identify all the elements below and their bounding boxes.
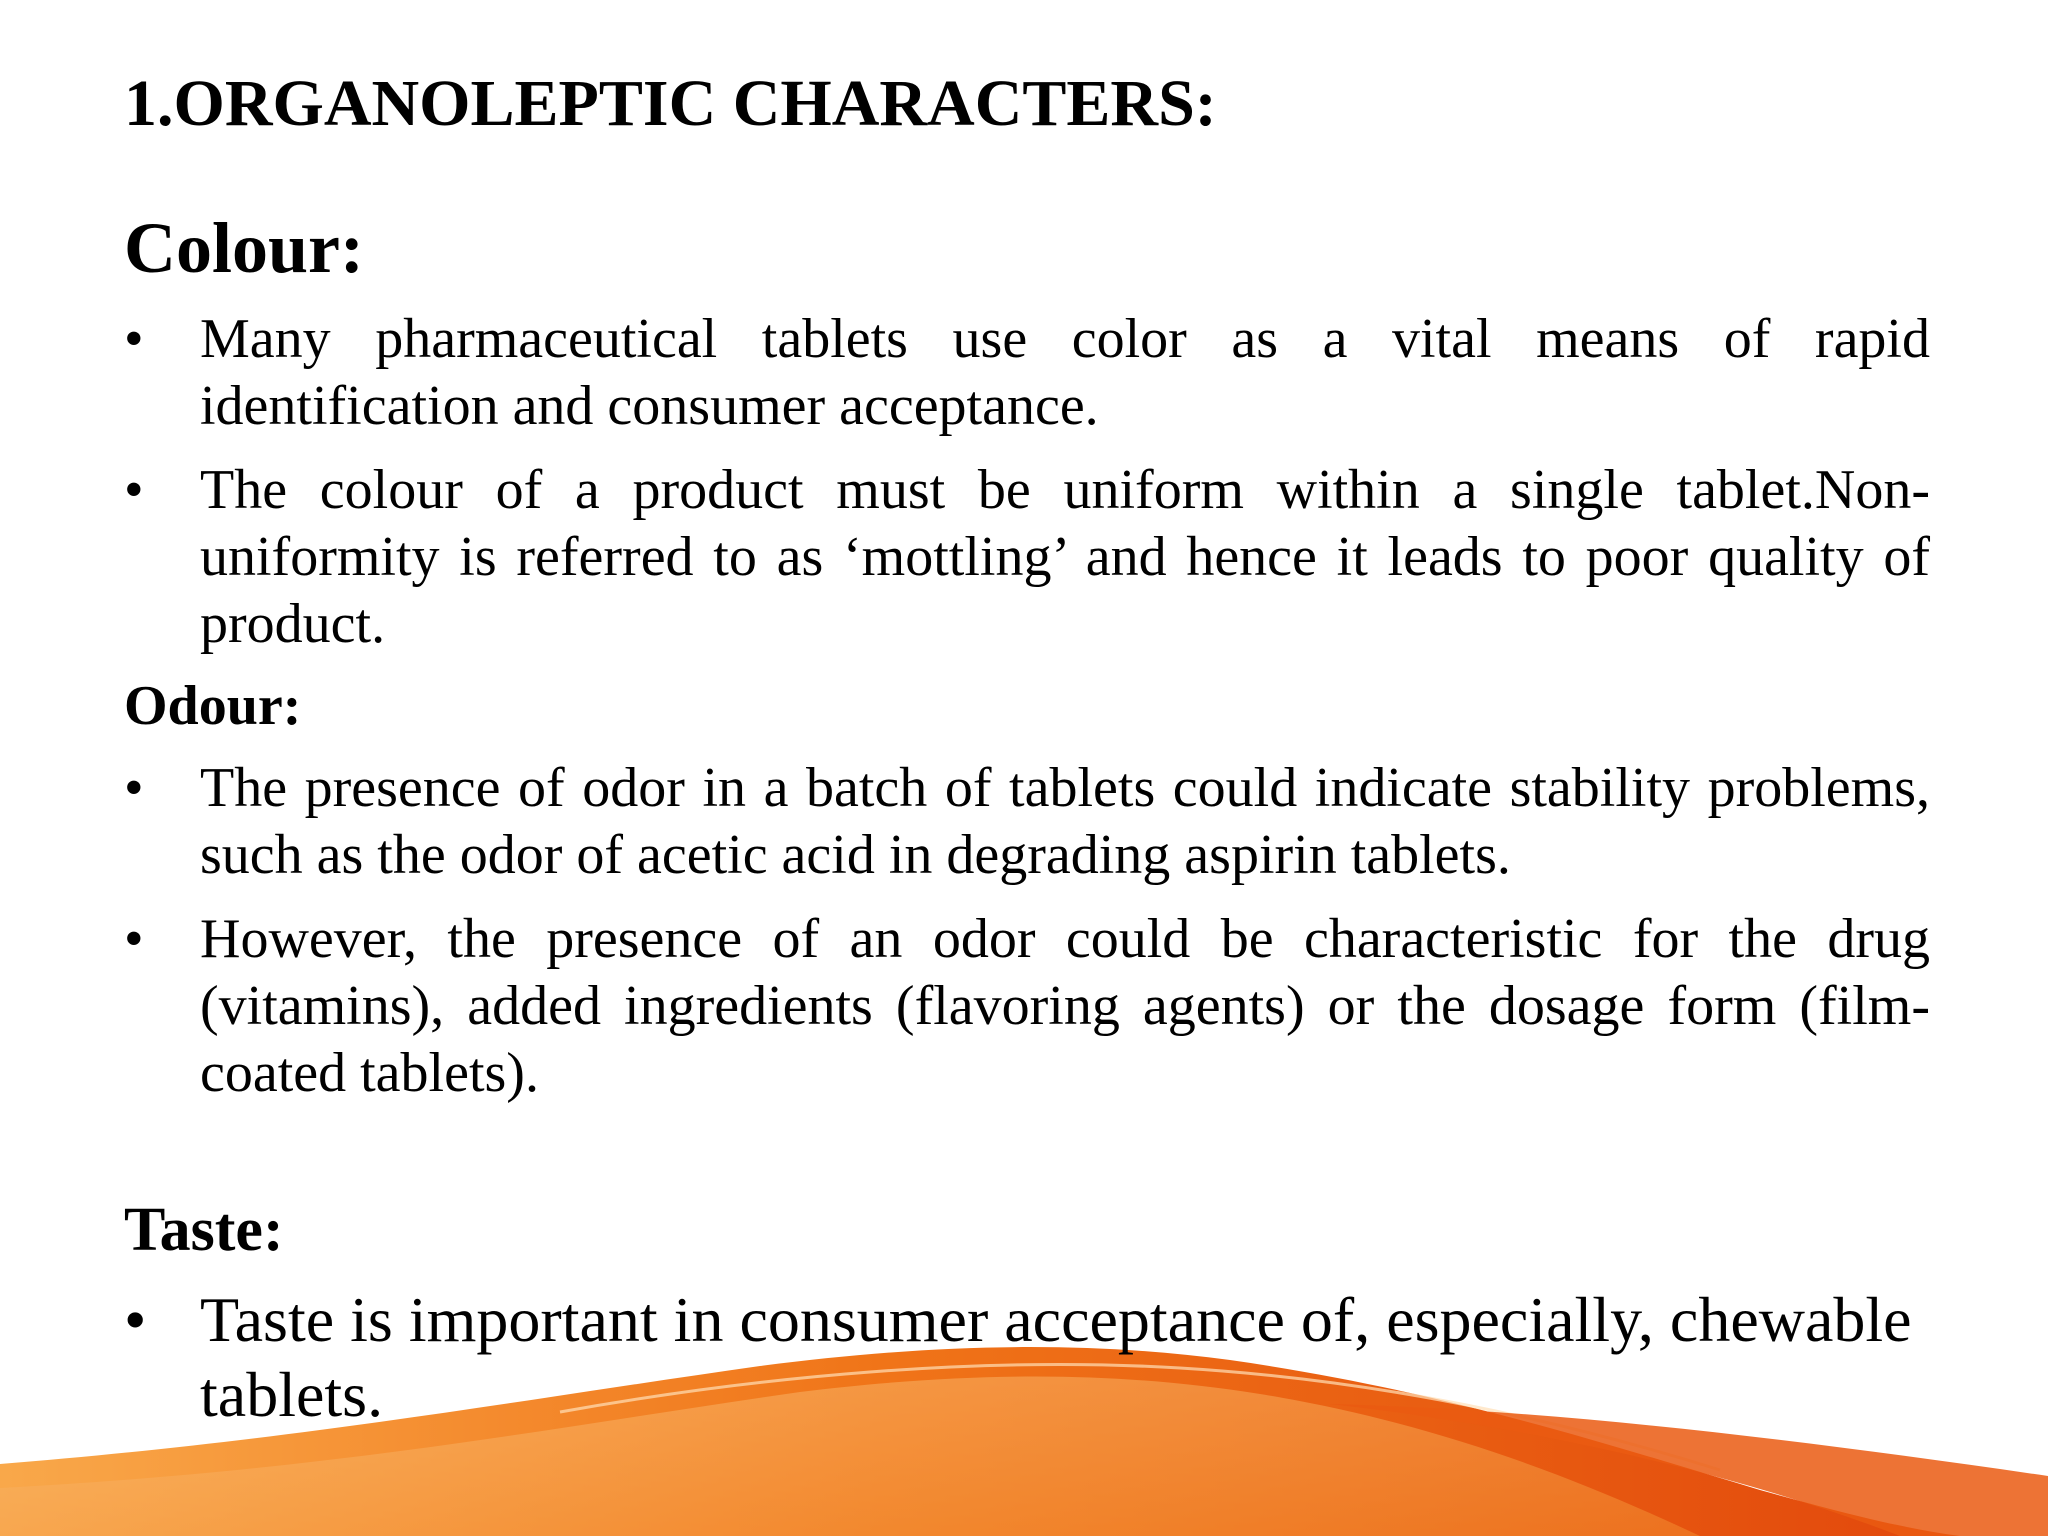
taste-heading: Taste:	[124, 1196, 284, 1264]
taste-bullet-list	[124, 1282, 1930, 1432]
bullet-icon: •	[124, 1284, 147, 1355]
bullet-icon: •	[124, 459, 144, 521]
list-item	[124, 306, 1930, 440]
bullet-icon: •	[124, 757, 144, 819]
bullet-text: The colour of a product must be uniform within a single tablet.Non-uniformity is referred to as ‘mottling’ and hence it leads to poor quality of product.	[200, 459, 1930, 655]
slide-title: 1.ORGANOLEPTIC CHARACTERS:	[124, 67, 1217, 140]
colour-bullet-list	[124, 306, 1930, 658]
bullet-icon: •	[124, 908, 144, 970]
bullet-text: Many pharmaceutical tablets use color as a vital means of rapid identification and consumer acceptance.	[200, 308, 1930, 437]
list-item	[124, 906, 1930, 1107]
list-item	[124, 457, 1930, 658]
odour-bullet-list	[124, 755, 1930, 1107]
bullet-text: Taste is important in consumer acceptance of, especially, chewable tablets.	[200, 1284, 1912, 1430]
colour-heading: Colour:	[124, 208, 364, 288]
bullet-text: The presence of odor in a batch of tablets could indicate stability problems, such as the odor of acetic acid in degrading aspirin tablets.	[200, 757, 1930, 886]
list-item	[124, 1282, 1930, 1432]
list-item	[124, 755, 1930, 889]
bullet-text: However, the presence of an odor could be characteristic for the drug (vitamins), added ingredients (flavoring agents) or the dosage form (film-coated tablets).	[200, 908, 1930, 1104]
odour-heading: Odour:	[124, 675, 302, 737]
bullet-icon: •	[124, 308, 144, 370]
